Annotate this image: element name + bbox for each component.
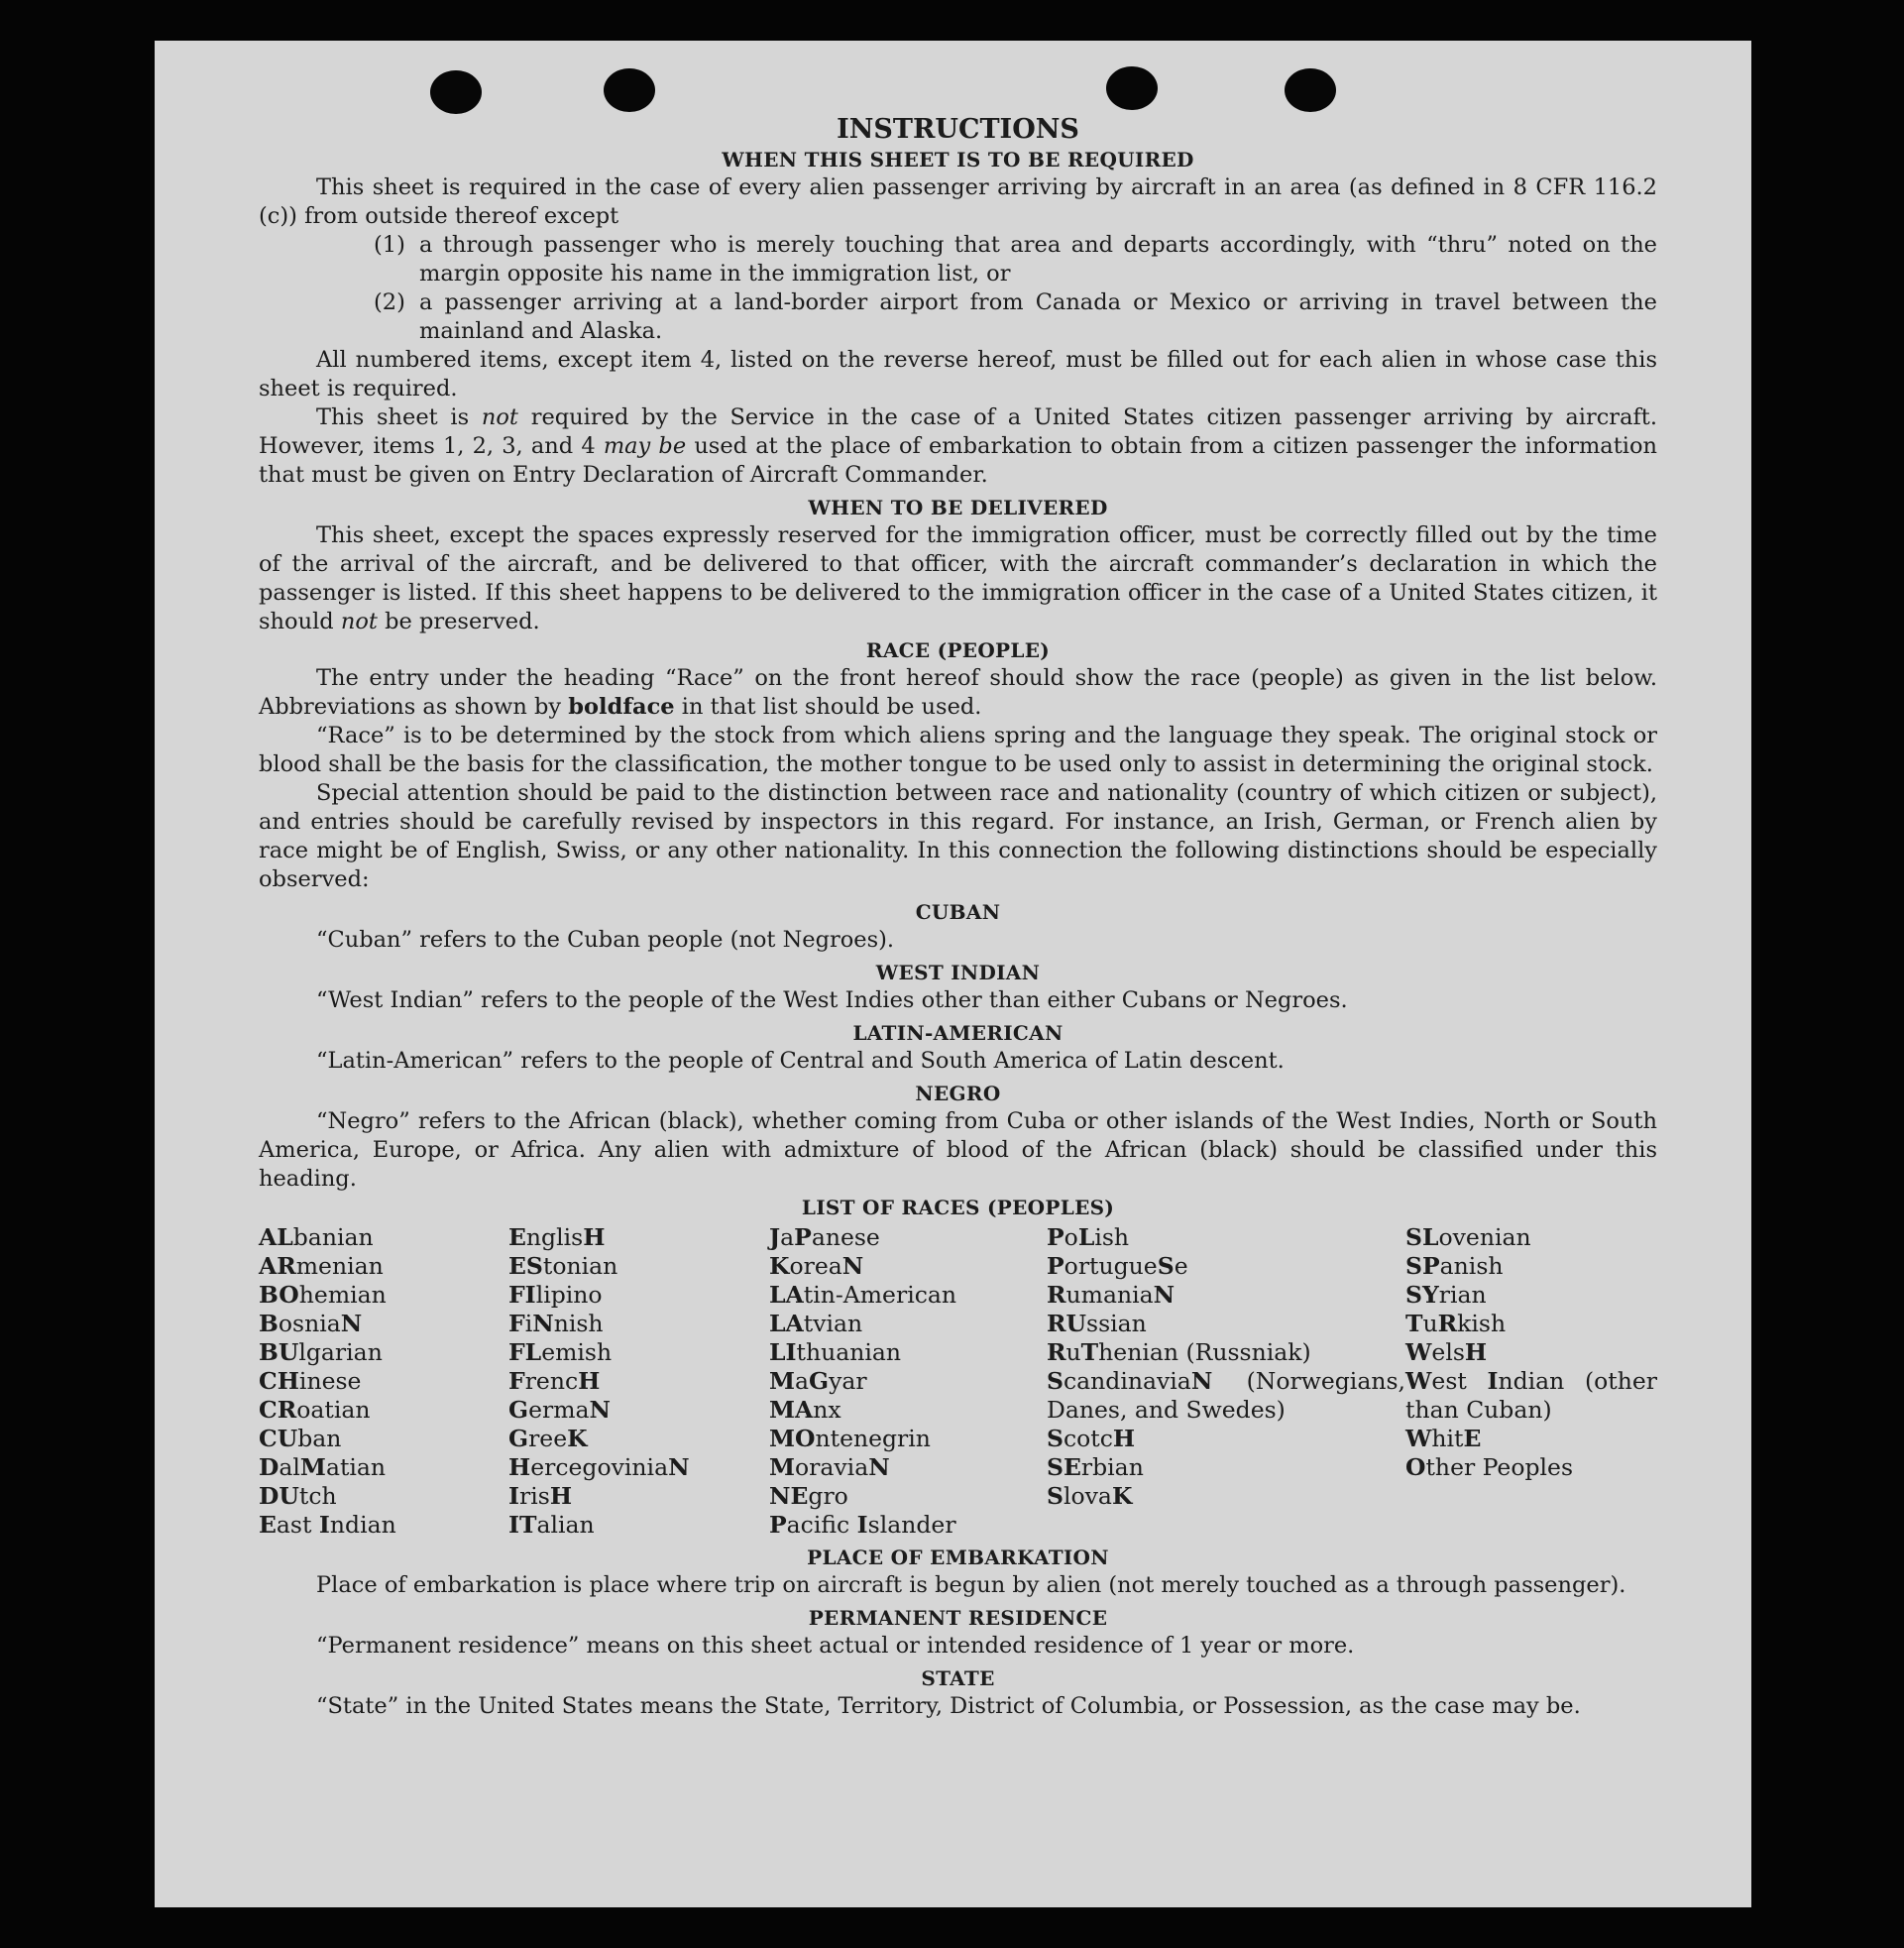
- races-column: [769, 1223, 1047, 1540]
- heading-latin-american: LATIN-AMERICAN: [852, 1021, 1064, 1045]
- heading-list-of-races: LIST OF RACES (PEOPLES): [801, 1196, 1115, 1219]
- exception-item: [259, 288, 1657, 346]
- state-text: “State” in the United States means the State, Territory, District of Columbia, or Possession, as the case may be.: [316, 1693, 1581, 1719]
- race-entry: ScotcH: [1047, 1425, 1136, 1452]
- race-entry: FLemish: [508, 1338, 613, 1366]
- race-entry: CHinese: [259, 1367, 362, 1395]
- race-entry: EStonian: [508, 1252, 618, 1280]
- race-entry: ALbanian: [259, 1223, 374, 1251]
- races-column: [1405, 1223, 1657, 1540]
- race-entry: MoraviaN: [769, 1453, 890, 1481]
- race-entry: MOntenegrin: [769, 1425, 931, 1452]
- race-entry: SErbian: [1047, 1453, 1144, 1481]
- item-text: a passenger arriving at a land-border airport from Canada or Mexico or arriving in travel between the mainland and Alaska.: [419, 289, 1657, 344]
- race-entry: WelsH: [1405, 1338, 1488, 1366]
- race-entry: SPanish: [1405, 1252, 1504, 1280]
- race-entry: EnglisH: [508, 1223, 606, 1251]
- race-entry: FrencH: [508, 1367, 601, 1395]
- race-entry: West Indian (other than Cuban): [1405, 1367, 1657, 1424]
- race-para-2: “Race” is to be determined by the stock from which aliens spring and the language they speak. The original stock or blood shall be the basis for the classification, the mother tongue to be used only to assist in determining the original stock.: [259, 723, 1657, 777]
- race-entry: LAtvian: [769, 1310, 863, 1337]
- race-entry: IrisH: [508, 1482, 573, 1510]
- race-entry: BOhemian: [259, 1281, 387, 1309]
- race-entry: Pacific Islander: [769, 1511, 956, 1539]
- race-entry: KoreaN: [769, 1252, 864, 1280]
- heading-negro: NEGRO: [915, 1082, 1001, 1105]
- required-para-3: This sheet is not required by the Service in the case of a United States citizen passenger arriving by aircraft. However, items 1, 2, 3, and 4 may be used at the place of embarkation to obtain from a citizen passenger the information that must be given on Entry Declaration of Aircraft Commander.: [259, 404, 1658, 488]
- punch-hole: [604, 68, 655, 112]
- race-entry: RUssian: [1047, 1310, 1147, 1337]
- exception-item: [259, 231, 1657, 288]
- race-entry: ITalian: [508, 1511, 595, 1539]
- race-entry: CUban: [259, 1425, 342, 1452]
- race-entry: FiNnish: [508, 1310, 604, 1337]
- item-number: (1): [374, 232, 405, 258]
- race-entry: East Indian: [259, 1511, 396, 1539]
- races-column: [259, 1223, 508, 1540]
- race-entry: RumaniaN: [1047, 1281, 1176, 1309]
- races-column: [508, 1223, 769, 1540]
- race-entry: Other Peoples: [1405, 1453, 1574, 1481]
- race-entry: HercegoviniaN: [508, 1453, 690, 1481]
- race-entry: CRoatian: [259, 1396, 371, 1424]
- race-entry: ARmenian: [259, 1252, 384, 1280]
- embarkation-text: Place of embarkation is place where trip on aircraft is begun by alien (not merely touched as a through passenger).: [316, 1572, 1626, 1598]
- race-para-1: The entry under the heading “Race” on the front hereof should show the race (people) as given in the list below. Abbreviations as shown by boldface in that list should be used.: [259, 665, 1657, 720]
- race-entry: DalMatian: [259, 1453, 387, 1481]
- race-entry: TuRkish: [1405, 1310, 1507, 1337]
- heading-state: STATE: [921, 1666, 995, 1690]
- race-entry: MAnx: [769, 1396, 841, 1424]
- item-text: a through passenger who is merely touching that area and departs accordingly, with “thru” noted on the margin opposite his name in the immigration list, or: [419, 232, 1657, 286]
- race-entry: JaPanese: [769, 1223, 880, 1251]
- race-entry: FIlipino: [508, 1281, 603, 1309]
- race-entry: ScandinaviaN (Norwegians, Danes, and Swedes): [1047, 1367, 1405, 1424]
- required-intro: This sheet is required in the case of every alien passenger arriving by aircraft in an area (as defined in 8 CFR 116.2 (c)) from outside thereof except: [259, 174, 1657, 229]
- cuban-text: “Cuban” refers to the Cuban people (not Negroes).: [316, 927, 895, 953]
- race-entry: SlovaK: [1047, 1482, 1133, 1510]
- race-entry: PortugueSe: [1047, 1252, 1188, 1280]
- heading-permanent-residence: PERMANENT RESIDENCE: [808, 1606, 1108, 1630]
- race-entry: LIthuanian: [769, 1338, 902, 1366]
- race-entry: GreeK: [508, 1425, 588, 1452]
- race-entry: PoLish: [1047, 1223, 1130, 1251]
- race-entry: MaGyar: [769, 1367, 867, 1395]
- page-title: INSTRUCTIONS: [837, 114, 1079, 145]
- punch-hole: [1285, 68, 1336, 112]
- negro-text: “Negro” refers to the African (black), whether coming from Cuba or other islands of the West Indies, North or South America, Europe, or Africa. Any alien with admixture of blood of the African (black) should be classified under this heading.: [259, 1108, 1657, 1192]
- race-entry: BosniaN: [259, 1310, 363, 1337]
- races-column: [1047, 1223, 1405, 1540]
- races-list: [259, 1223, 1657, 1540]
- race-entry: SYrian: [1405, 1281, 1487, 1309]
- west-indian-text: “West Indian” refers to the people of the West Indies other than either Cubans or Negroes.: [316, 987, 1348, 1013]
- race-entry: DUtch: [259, 1482, 337, 1510]
- heading-cuban: CUBAN: [915, 900, 1001, 924]
- heading-west-indian: WEST INDIAN: [875, 961, 1041, 984]
- race-para-3: Special attention should be paid to the distinction between race and nationality (country of which citizen or subject), and entries should be carefully revised by inspectors in this regard. For instance, an Irish, German, or French alien by race might be of English, Swiss, or any other nationality. In this connection the following distinctions should be especially observed:: [259, 780, 1657, 892]
- race-entry: NEgro: [769, 1482, 848, 1510]
- heading-when-required: WHEN THIS SHEET IS TO BE REQUIRED: [722, 148, 1194, 172]
- latin-american-text: “Latin-American” refers to the people of Central and South America of Latin descent.: [316, 1048, 1285, 1074]
- heading-when-delivered: WHEN TO BE DELIVERED: [808, 496, 1108, 519]
- race-entry: RuThenian (Russniak): [1047, 1338, 1311, 1366]
- item-number: (2): [374, 289, 405, 315]
- race-entry: GermaN: [508, 1396, 611, 1424]
- required-para-2: All numbered items, except item 4, listed on the reverse hereof, must be filled out for each alien in whose case this sheet is required.: [259, 347, 1657, 401]
- race-entry: WhitE: [1405, 1425, 1482, 1452]
- delivered-para: This sheet, except the spaces expressly reserved for the immigration officer, must be correctly filled out by the time of the arrival of the aircraft, and be delivered to that officer, with the aircraft commander’s declaration in which the passenger is listed. If this sheet happens to be delivered to the immigration officer in the case of a United States citizen, it should not be preserved.: [259, 522, 1657, 634]
- heading-race: RACE (PEOPLE): [865, 638, 1051, 662]
- instructions-content: [259, 114, 1657, 1721]
- heading-embarkation: PLACE OF EMBARKATION: [807, 1546, 1109, 1569]
- race-entry: SLovenian: [1405, 1223, 1531, 1251]
- race-entry: LAtin-American: [769, 1281, 957, 1309]
- punch-hole: [430, 70, 482, 114]
- residence-text: “Permanent residence” means on this sheet actual or intended residence of 1 year or more.: [316, 1633, 1355, 1659]
- document-page: [155, 41, 1751, 1907]
- race-entry: BUlgarian: [259, 1338, 383, 1366]
- punch-hole: [1106, 66, 1158, 110]
